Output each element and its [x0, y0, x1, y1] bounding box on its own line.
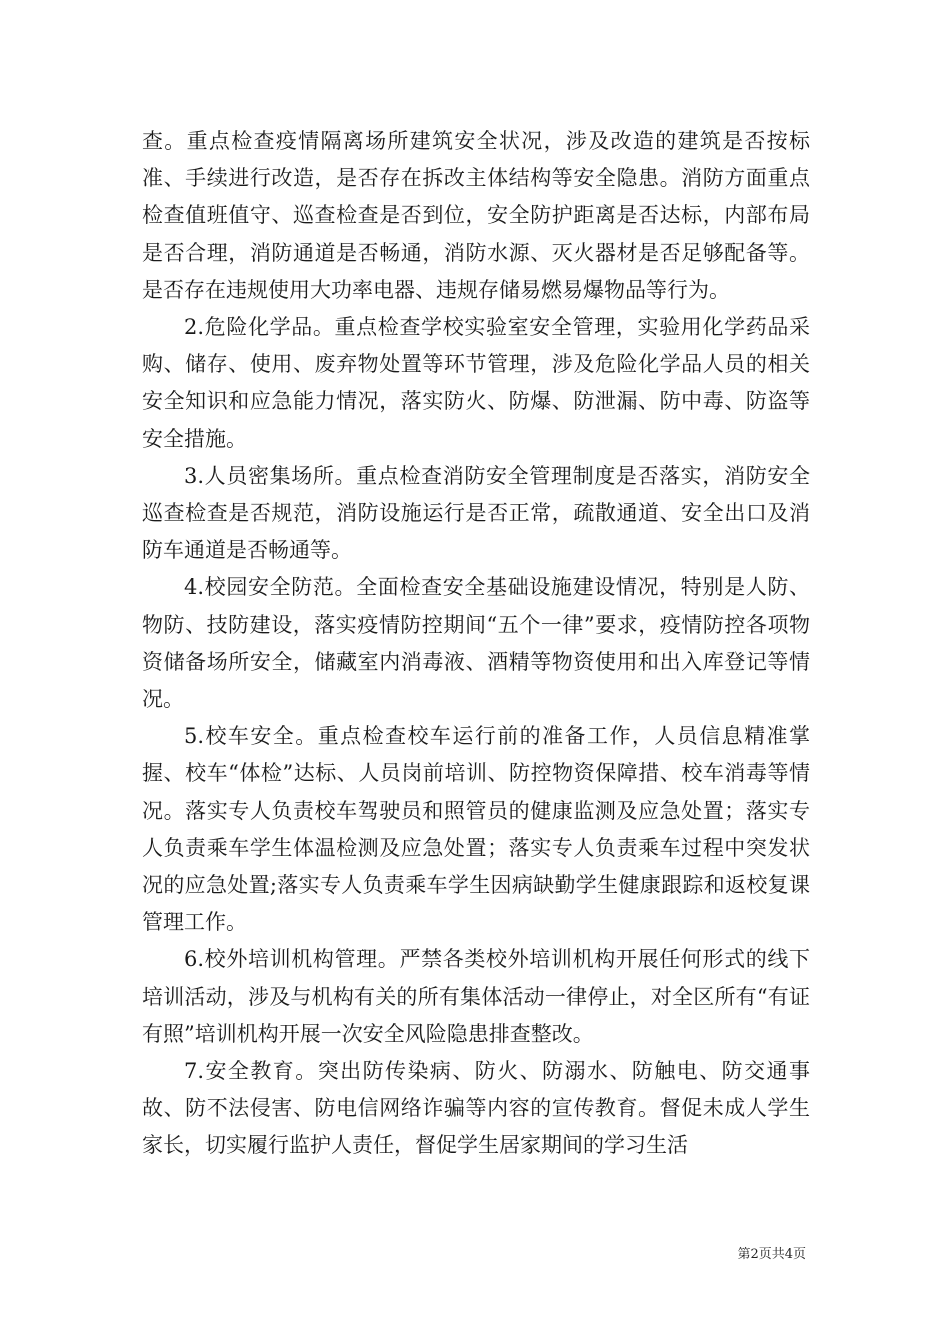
page-number: 第2页共4页 — [737, 1247, 806, 1262]
paragraph-campus-security: 4.校园安全防范。全面检查安全基础设施建设情况，特别是人防、物防、技防建设，落实疫情防控期间“五个一律”要求，疫情防控各项物资储备场所安全，储藏室内消毒液、酒精等物资使用和出入库登记等情况。 — [142, 575, 810, 712]
paragraph-continuation: 查。重点检查疫情隔离场所建筑安全状况，涉及改造的建筑是否按标准、手续进行改造，是否存在拆改主体结构等安全隐患。消防方面重点检查值班值守、巡查检查是否到位，安全防护距离是否达标，内部布局是否合理，消防通道是否畅通，消防水源、灭火器材是否足够配备等。是否存在违规使用大功率电器、违规存储易燃易爆物品等行为。 — [142, 129, 810, 302]
paragraph-hazardous-chemicals: 2.危险化学品。重点检查学校实验室安全管理，实验用化学药品采购、储存、使用、废弃物处置等环节管理，涉及危险化学品人员的相关安全知识和应急能力情况，落实防火、防爆、防泄漏、防中毒、防盗等安全措施。 — [142, 315, 810, 451]
paragraph-training-institutions: 6.校外培训机构管理。严禁各类校外培训机构开展任何形式的线下培训活动，涉及与机构有关的所有集体活动一律停止，对全区所有“有证有照”培训机构开展一次安全风险隐患排查整改。 — [142, 947, 810, 1046]
paragraph-safety-education: 7.安全教育。突出防传染病、防火、防溺水、防触电、防交通事故、防不法侵害、防电信网络诈骗等内容的宣传教育。督促未成人学生家长，切实履行监护人责任，督促学生居家期间的学习生活 — [142, 1059, 810, 1158]
paragraph-crowded-places: 3.人员密集场所。重点检查消防安全管理制度是否落实，消防安全巡查检查是否规范，消防设施运行是否正常，疏散通道、安全出口及消防车通道是否畅通等。 — [142, 463, 810, 563]
paragraph-school-bus-safety: 5.校车安全。重点检查校车运行前的准备工作，人员信息精准掌握、校车“体检”达标、人员岗前培训、防控物资保障措、校车消毒等情况。落实专人负责校车驾驶员和照管员的健康监测及应急处置；落实专人负责乘车学生体温检测及应急处置；落实专人负责乘车过程中突发状况的应急处置;落实专人负责乘车学生因病缺勤学生健康跟踪和返校复课管理工作。 — [142, 724, 810, 935]
document-body — [142, 123, 810, 1165]
